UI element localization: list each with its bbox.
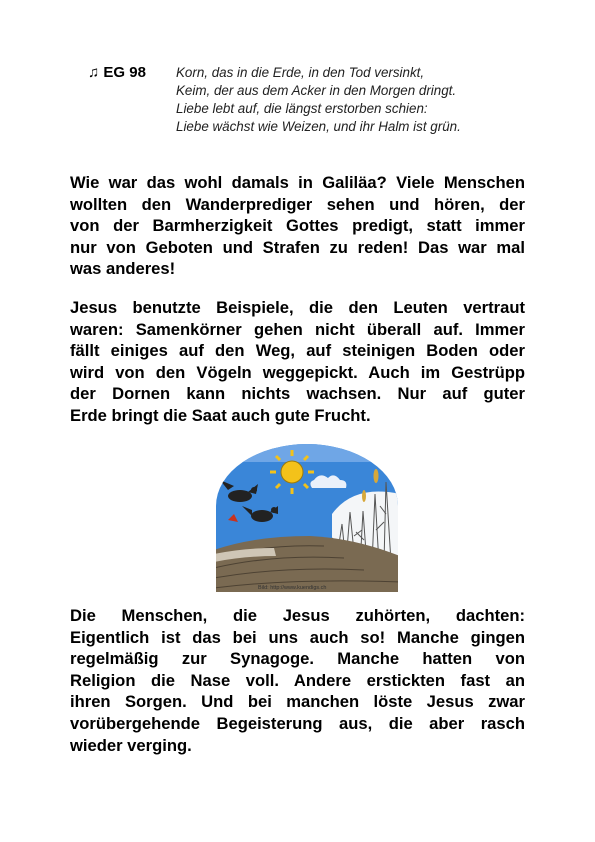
text-line: was anderes!: [70, 259, 176, 279]
text-line: der Dornen kann nichts wachsen. Nur auf guter: [70, 384, 525, 404]
text-line: ihren Sorgen. Und bei manchen löste Jesus zwar: [70, 692, 525, 712]
text-line: Religion die Nase voll. Andere erstickten fast an: [70, 670, 525, 690]
text-line: Jesus benutzte Beispiele, die den Leuten vertraut: [70, 298, 525, 317]
sower-field-image: [214, 444, 400, 592]
hymn-line: Liebe wächst wie Weizen, und ihr Halm ist grün.: [176, 119, 461, 134]
paragraph-galilee: [70, 172, 525, 280]
paragraph-parable: [70, 297, 525, 427]
text-line: wollten den Wanderprediger sehen und hören, der: [70, 194, 525, 214]
text-line: von der Barmherzigkeit Gottes predigt, statt immer: [70, 216, 525, 236]
text-line: wird von den Vögeln weggepickt. Auch im Gestrüpp: [70, 362, 525, 382]
text-line: Eigentlich ist das bei uns auch so! Manche gingen: [70, 627, 525, 647]
text-line: fällt einiges auf den Weg, auf steinigen Boden oder: [70, 341, 525, 361]
text-line: vorübergehende Begeisterung aus, die aber rasch: [70, 713, 525, 733]
text-line: waren: Samenkörner gehen nicht überall auf. Immer: [70, 319, 525, 339]
hymn-line: Liebe lebt auf, die längst erstorben schien:: [176, 101, 428, 116]
text-line: Wie war das wohl damals in Galiläa? Viele Menschen: [70, 173, 525, 192]
paragraph-listeners: [70, 605, 525, 756]
parable-illustration: [214, 444, 400, 592]
image-credit: Bild: http://www.kuendigs.ch: [258, 585, 327, 591]
text-line: nur von Geboten und Strafen zu reden! Das war mal: [70, 237, 525, 257]
text-line: regelmäßig zur Synagoge. Manche hatten von: [70, 649, 525, 669]
text-line: wieder verging.: [70, 735, 192, 755]
text-line: Erde bringt die Saat auch gute Frucht.: [70, 405, 371, 425]
text-line: Die Menschen, die Jesus zuhörten, dachten:: [70, 606, 525, 625]
hymn-reference: ♫ EG 98: [88, 64, 146, 81]
hymn-line: Korn, das in die Erde, in den Tod versinkt,: [176, 65, 425, 80]
hymn-line: Keim, der aus dem Acker in den Morgen dringt.: [176, 83, 457, 98]
hymn-verse: [176, 64, 461, 136]
